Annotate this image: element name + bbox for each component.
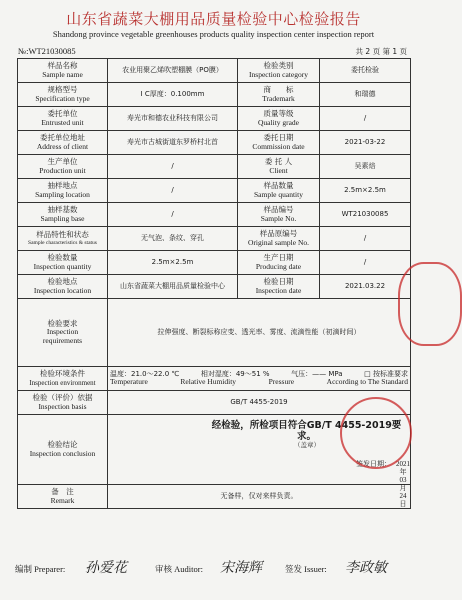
value-sampling-base: / xyxy=(108,203,238,227)
value-sample-quantity: 2.5m×2.5m xyxy=(320,179,411,203)
value-inspection-date: 2021.03.22 xyxy=(320,275,411,299)
value-production-unit: / xyxy=(108,155,238,179)
label-inspection-requirements: 检验要求 Inspection requirements xyxy=(18,299,108,367)
label-sampling-location: 抽样地点 Sampling location xyxy=(18,179,108,203)
page-info: 共 2 页 第 1 页 xyxy=(355,47,407,56)
report-title-cn: 山东省蔬菜大棚用品质量检验中心检验报告 xyxy=(66,10,361,28)
value-inspection-requirements: 拉伸强度、断裂标称应变、透光率、雾度、流滴性能（初滴时间） xyxy=(108,299,411,367)
env-temperature-en: Temperature xyxy=(110,377,148,387)
env-standard-en: According to The Standard xyxy=(326,377,408,387)
auditor-label: 审核 Auditor: xyxy=(155,564,203,574)
label-sample-name: 样品名称 Sample name xyxy=(18,59,108,83)
label-inspection-date: 检验日期 Inspection date xyxy=(238,275,320,299)
sign-date-value: 2021 年 03 月 24 日 xyxy=(396,460,410,509)
label-environment: 检验环境条件 Inspection environment xyxy=(18,367,108,391)
label-trademark: 商 标 Trademark xyxy=(238,83,320,107)
value-inspection-quantity: 2.5m×2.5m xyxy=(108,251,238,275)
label-specification: 规格型号 Specification type xyxy=(18,83,108,107)
env-humidity-en: Relative Humidity xyxy=(180,377,237,387)
label-entrusted-unit: 委托单位 Entrusted unit xyxy=(18,107,108,131)
env-pressure: 气压：—— MPa xyxy=(291,370,343,379)
label-inspection-location: 检验地点 Inspection location xyxy=(18,275,108,299)
label-conclusion: 检验结论 Inspection conclusion xyxy=(18,415,108,485)
value-entrusted-unit: 寿光市和德农业科技有限公司 xyxy=(108,107,238,131)
label-client: 委 托 人 Client xyxy=(238,155,320,179)
value-specification: I C厚度：0.100mm xyxy=(108,83,238,107)
value-inspection-location: 山东省蔬菜大棚用品质量检验中心 xyxy=(108,275,238,299)
value-sample-state: 无气泡、条纹、穿孔 xyxy=(108,227,238,251)
value-trademark: 和瑞德 xyxy=(320,83,411,107)
label-inspection-category: 检验类别 Inspection category xyxy=(238,59,320,83)
env-humidity: 相对湿度：49～51 % xyxy=(200,370,270,379)
preparer-signature: 孙爱花 xyxy=(85,560,127,576)
value-environment xyxy=(108,367,411,391)
value-original-sample-no: / xyxy=(320,227,411,251)
official-stamp xyxy=(340,397,412,469)
label-sample-quantity: 样品数量 Sample quantity xyxy=(238,179,320,203)
value-sample-name: 农业用聚乙烯吹塑棚膜（PO膜） xyxy=(108,59,238,83)
label-producing-date: 生产日期 Producing date xyxy=(238,251,320,275)
label-inspection-quantity: 检验数量 Inspection quantity xyxy=(18,251,108,275)
env-standard-checkbox: □ 按标准要求 xyxy=(364,370,408,379)
report-number: №:WT21030085 xyxy=(18,46,76,56)
value-remark: 无备样，仅对来样负责。 xyxy=(108,485,411,509)
issuer-signature: 李政敏 xyxy=(345,560,387,576)
issuer-label: 签发 Issuer: xyxy=(285,564,327,574)
side-seal-stamp xyxy=(398,262,462,346)
env-pressure-en: Pressure xyxy=(268,377,295,387)
auditor-signature: 宋海辉 xyxy=(220,560,262,576)
preparer-label: 编制 Preparer: xyxy=(15,564,66,574)
label-sample-no: 样品编号 Sample No. xyxy=(238,203,320,227)
env-temperature: 温度：21.0～22.0 ℃ xyxy=(110,370,180,379)
label-client-address: 委托单位地址 Address of client xyxy=(18,131,108,155)
value-client-address: 寿光市古城街道东罗桥村北首 xyxy=(108,131,238,155)
value-commission-date: 2021-03-22 xyxy=(320,131,411,155)
label-quality-grade: 质量等级 Quality grade xyxy=(238,107,320,131)
label-inspection-basis: 检验（评价）依据 Inspection basis xyxy=(18,391,108,415)
value-inspection-category: 委托检验 xyxy=(320,59,411,83)
sign-date-label: 签发日期： xyxy=(356,460,391,468)
label-commission-date: 委托日期 Commission date xyxy=(238,131,320,155)
value-client: 吴素焙 xyxy=(320,155,411,179)
label-remark: 备 注 Remark xyxy=(18,485,108,509)
conclusion-text: 经检验，所检项目符合GB/T 4455-2019要求。 xyxy=(211,420,402,442)
report-title-en: Shandong province vegetable greenhouses products quality inspection center inspection report xyxy=(52,29,375,39)
value-quality-grade: / xyxy=(320,107,411,131)
value-sample-no: WT21030085 xyxy=(320,203,411,227)
value-producing-date: / xyxy=(320,251,411,275)
stamp-note: （盖章） xyxy=(294,441,320,449)
label-sampling-base: 抽样基数 Sampling base xyxy=(18,203,108,227)
label-sample-state: 样品特性和状态 Sample characteristics & status xyxy=(18,227,108,251)
label-original-sample-no: 样品原编号 Original sample No. xyxy=(238,227,320,251)
label-production-unit: 生产单位 Production unit xyxy=(18,155,108,179)
report-table xyxy=(17,58,411,509)
value-sampling-location: / xyxy=(108,179,238,203)
value-inspection-basis: GB/T 4455-2019 xyxy=(108,391,411,415)
